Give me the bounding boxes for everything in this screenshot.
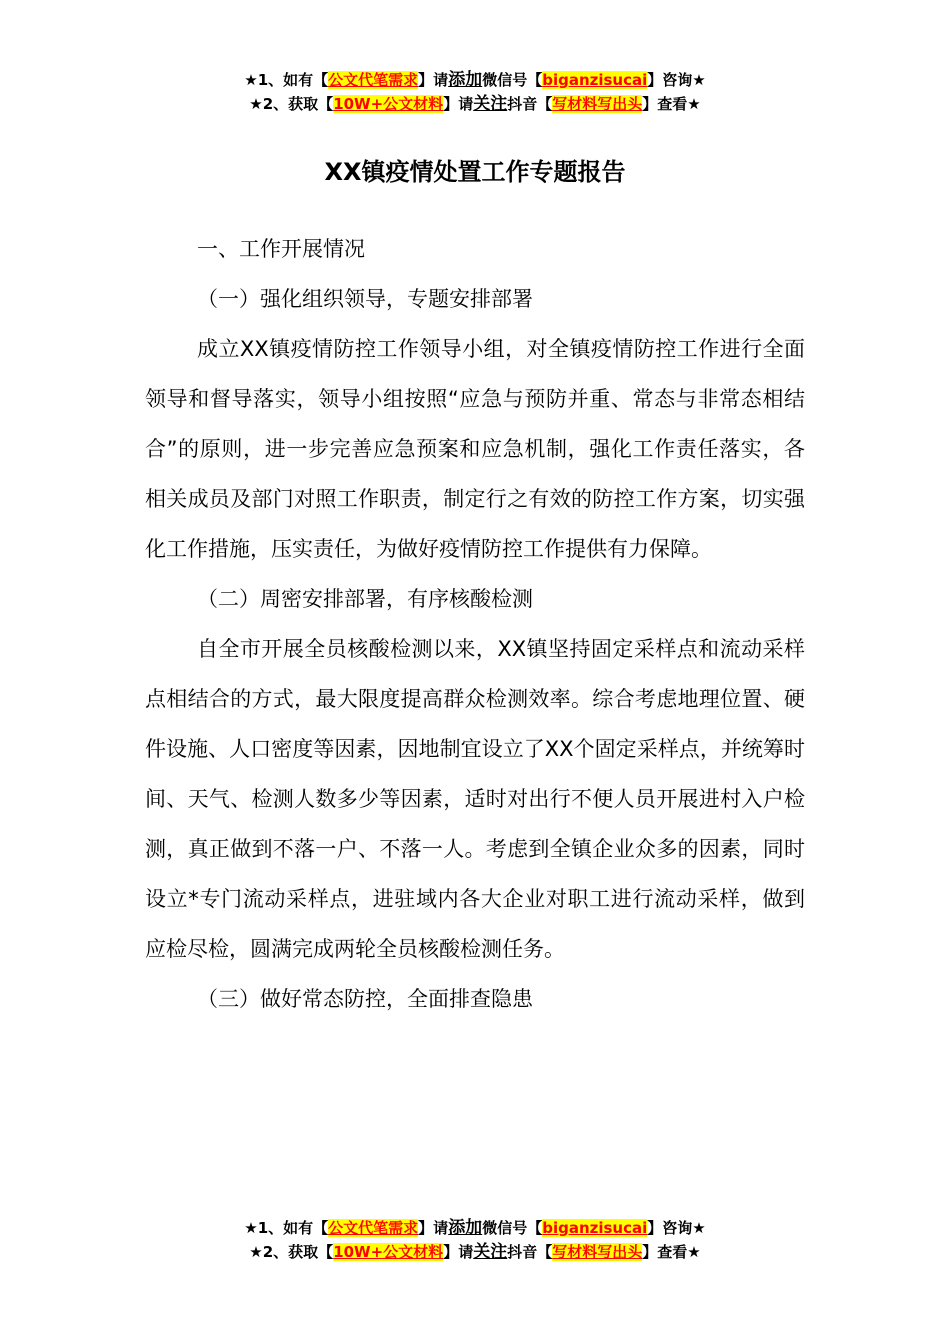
subsection-heading-1: （一）强化组织领导，专题安排部署	[197, 287, 533, 311]
banner-text: ★2、获取【	[249, 1243, 334, 1261]
banner-text: 】请	[418, 71, 449, 89]
banner-text: 】请	[418, 1219, 449, 1237]
paragraph-2: 自全市开展全员核酸检测以来，XX镇坚持固定采样点和流动采样点相结合的方式，最大限度提高群众检测效率。综合考虑地理位置、硬件设施、人口密度等因素，因地制宜设立了XX个固定采样点，并统筹时间、天气、检测人数多少等因素，适时对出行不便人员开展进村入户检测，真正做到不落一户、不落一人。考虑到全镇企业众多的因素，同时设立*专门流动采样点，进驻域内各大企业对职工进行流动采样，做到应检尽检，圆满完成两轮全员核酸检测任务。	[145, 637, 805, 961]
highlight-service: 公文代笔需求	[328, 71, 419, 89]
banner-line-1	[0, 1216, 950, 1240]
banner-text: 抖音【	[507, 95, 553, 113]
banner-text: 抖音【	[507, 1243, 553, 1261]
section-heading: 一、工作开展情况	[197, 237, 365, 261]
banner-text: ★1、如有【	[244, 71, 329, 89]
banner-text: 微信号【	[482, 1219, 543, 1237]
paragraph-1: 成立XX镇疫情防控工作领导小组，对全镇疫情防控工作进行全面领导和督导落实，领导小组按照“应急与预防并重、常态与非常态相结合”的原则，进一步完善应急预案和应急机制，强化工作责任落实，各相关成员及部门对照工作职责，制定行之有效的防控工作方案，切实强化工作措施，压实责任，为做好疫情防控工作提供有力保障。	[145, 337, 805, 561]
banner-emphasis: 添加	[448, 1218, 483, 1238]
highlight-douyin-account: 写材料写出头	[552, 95, 643, 113]
banner-emphasis: 关注	[473, 1242, 508, 1262]
banner-line-2	[0, 1240, 950, 1264]
highlight-wechat-id: biganzisucai	[542, 71, 648, 89]
header-banner	[0, 68, 950, 116]
banner-emphasis: 关注	[473, 94, 508, 114]
highlight-wechat-id: biganzisucai	[542, 1219, 648, 1237]
footer-banner	[0, 1216, 950, 1264]
highlight-materials: 10W+公文材料	[333, 95, 444, 113]
subsection-heading-3: （三）做好常态防控，全面排查隐患	[197, 987, 533, 1011]
document-title: XX镇疫情处置工作专题报告	[324, 158, 626, 186]
banner-line-2	[0, 92, 950, 116]
banner-text: 】咨询★	[647, 1219, 706, 1237]
banner-text: 微信号【	[482, 71, 543, 89]
subsection-heading-2: （二）周密安排部署，有序核酸检测	[197, 587, 533, 611]
banner-text: ★1、如有【	[244, 1219, 329, 1237]
highlight-materials: 10W+公文材料	[333, 1243, 444, 1261]
banner-emphasis: 添加	[448, 70, 483, 90]
banner-text: 】咨询★	[647, 71, 706, 89]
banner-text: ★2、获取【	[249, 95, 334, 113]
banner-text: 】请	[443, 1243, 474, 1261]
highlight-service: 公文代笔需求	[328, 1219, 419, 1237]
banner-text: 】请	[443, 95, 474, 113]
banner-line-1	[0, 68, 950, 92]
document-body	[145, 224, 805, 1024]
banner-text: 】查看★	[642, 95, 701, 113]
highlight-douyin-account: 写材料写出头	[552, 1243, 643, 1261]
banner-text: 】查看★	[642, 1243, 701, 1261]
